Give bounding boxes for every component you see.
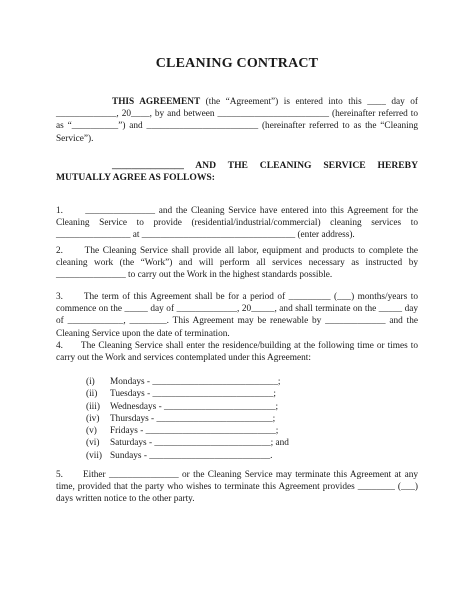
list-item-number: (iii) xyxy=(86,401,100,412)
list-item-text: Mondays - ___________________________; xyxy=(110,377,281,387)
list-item xyxy=(86,450,326,462)
list-item xyxy=(86,401,326,413)
list-item-text: Wednesdays - ________________________; xyxy=(110,401,279,412)
list-item xyxy=(86,388,326,400)
list-item-number: (vii) xyxy=(86,450,103,461)
schedule-list xyxy=(86,376,326,462)
list-item-text: Fridays - ____________________________; xyxy=(110,426,279,437)
list-item-number: (vi) xyxy=(86,438,100,449)
list-item-number: (i) xyxy=(86,377,95,387)
list-item-text: Saturdays - _________________________; and xyxy=(110,438,289,449)
list-item-text: Thursdays - _________________________; xyxy=(110,413,276,424)
list-item-number: (iv) xyxy=(86,413,100,424)
list-item-number: (v) xyxy=(86,426,97,437)
agreement-intro xyxy=(56,96,421,145)
list-item xyxy=(86,413,326,425)
list-item xyxy=(86,437,326,449)
list-item xyxy=(86,425,326,437)
list-item-text: Tuesdays - __________________________; xyxy=(110,389,276,400)
list-item xyxy=(86,376,326,388)
clause-3: 3. The term of this Agreement shall be for a period of _________ (___) months/years to commence on the _____ day of _____________, 20_____, and shall terminate on the _____ day of ____________, ________. This Agreement may be renewable by _____________ and the Cleaning Service upon the date of termination. xyxy=(56,292,421,339)
agreement-lead: THIS AGREEMENT xyxy=(112,97,201,107)
list-item-number: (ii) xyxy=(86,389,98,400)
clause-4: 4. The Cleaning Service shall enter the residence/building at the following time or times to carry out the Work and services contemplated under this Agreement: xyxy=(56,341,421,364)
mutual-agreement-heading xyxy=(56,160,421,184)
clause-2: 2. The Cleaning Service shall provide all labor, equipment and products to complete the cleaning work (the “Work”) and will perform all services necessary as instructed by _______________ to carry out the Work in the highest standards possible. xyxy=(56,246,421,281)
list-item-text: Sundays - __________________________. xyxy=(110,450,273,461)
clause-5: 5. Either _______________ or the Cleaning Service may terminate this Agreement at any time, provided that the party who wishes to terminate this Agreement provides ________ (___) days written notice to the other party. xyxy=(56,470,421,505)
mutual-agreement-text: _______________ AND THE CLEANING SERVICE HEREBY MUTUALLY AGREE AS FOLLOWS: xyxy=(56,160,421,184)
document-title: CLEANING CONTRACT xyxy=(155,56,319,71)
clause-1: 1. _______________ and the Cleaning Service have entered into this Agreement for the Cleaning Service to provide (residential/industrial/commercial) cleaning services to ________________ at _________________________________ (enter address). xyxy=(56,206,421,241)
agreement-intro-text: (the “Agreement”) is entered into this ____ day of _____________, 20____, by and between ________________________ (hereinafter referred to as “__________”) and ________________________ (hereinafter referred to as the “Cleaning Service”). xyxy=(56,97,421,144)
